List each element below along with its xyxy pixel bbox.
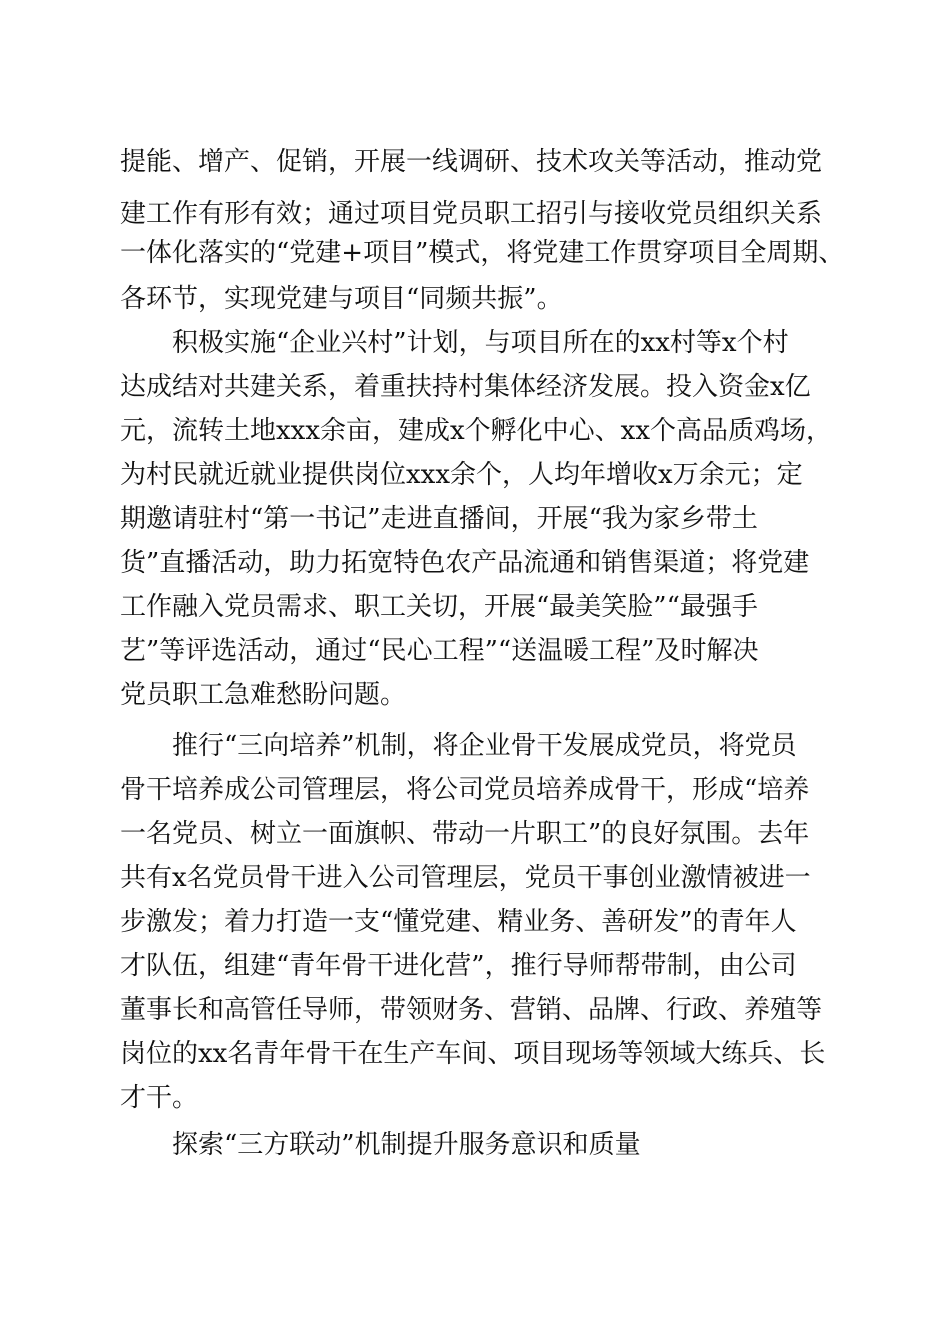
text-line-8: 为村民就近就业提供岗位xxx余个，人均年增收x万余元；定 [120,460,803,490]
text-line-2: 建工作有形有效；通过项目党员职工招引与接收党员组织关系 [120,199,823,229]
text-line-12: 艺”等评选活动，通过“民心工程”“送温暖工程”及时解决 [120,636,759,666]
text-line-11: 工作融入党员需求、职工关切，开展“最美笑脸”“最强手 [120,592,758,622]
text-line-9: 期邀请驻村“第一书记”走进直播间，开展“我为家乡带土 [120,504,758,534]
text-line-10: 货”直播活动，助力拓宽特色农产品流通和销售渠道；将党建 [120,548,810,578]
text-line-21: 岗位的xx名青年骨干在生产车间、项目现场等领域大练兵、长 [120,1039,826,1069]
text-line-17: 共有x名党员骨干进入公司管理层，党员干事创业激情被进一 [120,863,811,893]
paragraph-start-line: 积极实施“企业兴村”计划，与项目所在的xx村等x个村 [172,328,789,358]
text-line-4: 各环节，实现党建与项目“同频共振”。 [120,284,563,314]
text-line-22: 才干。 [120,1083,199,1113]
text-line-1: 提能、增产、促销，开展一线调研、技术攻关等活动，推动党 [120,147,823,177]
text-line-20: 董事长和高管任导师，带领财务、营销、品牌、行政、养殖等 [120,995,823,1025]
text-line-3: 一体化落实的“党建+项目”模式，将党建工作贯穿项目全周期、 [120,238,845,268]
text-line-18: 步激发；着力打造一支“懂党建、精业务、善研发”的青年人 [120,907,797,937]
text-line-6: 达成结对共建关系，着重扶持村集体经济发展。投入资金x亿 [120,372,811,402]
text-line-16: 一名党员、树立一面旗帜、带动一片职工”的良好氛围。去年 [120,819,810,849]
section-heading: 探索“三方联动”机制提升服务意识和质量 [172,1130,641,1160]
paragraph-start-line: 推行“三向培养”机制，将企业骨干发展成党员，将党员 [172,731,797,761]
text-line-19: 才队伍，组建“青年骨干进化营”，推行导师帮带制，由公司 [120,951,797,981]
text-line-15: 骨干培养成公司管理层，将公司党员培养成骨干，形成“培养 [120,775,810,805]
text-line-13: 党员职工急难愁盼问题。 [120,680,407,710]
text-line-7: 元，流转土地xxx余亩，建成x个孵化中心、xx个高品质鸡场， [120,416,832,446]
